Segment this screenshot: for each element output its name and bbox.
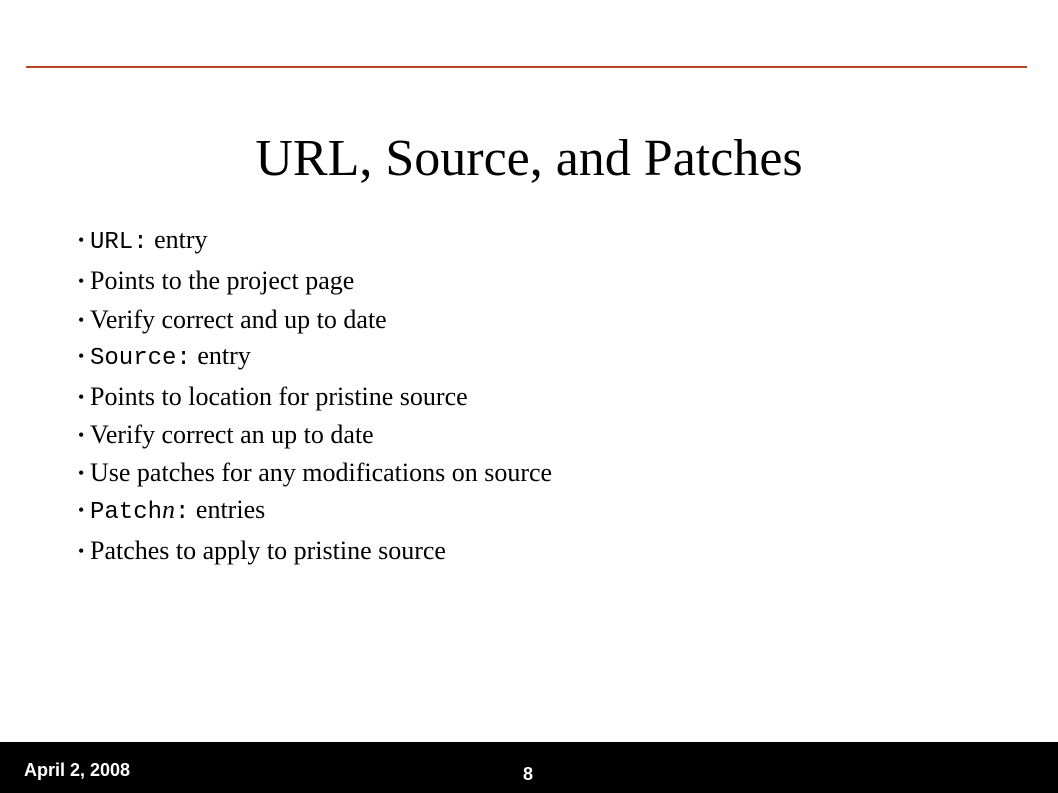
- bullet-text: entry: [147, 225, 208, 254]
- bullet-url-entry: [78, 222, 208, 261]
- bullet-icon: •: [78, 387, 85, 407]
- bullet-icon: •: [78, 346, 85, 366]
- footer-date: April 2, 2008: [24, 760, 131, 780]
- bullet-icon: •: [78, 463, 85, 483]
- bullet-code: URL:: [90, 229, 148, 256]
- bullet-source-entry: [78, 338, 251, 377]
- page-number: 8: [523, 764, 534, 784]
- top-rule: [26, 66, 1027, 68]
- bullet-code: Source:: [90, 345, 191, 372]
- bullet-icon: •: [78, 271, 85, 291]
- bullet-text: Patches to apply to pristine source: [90, 536, 446, 565]
- bullet-text: entry: [190, 341, 251, 370]
- bullet-points-to-project: [78, 263, 354, 299]
- bullet-icon: •: [78, 541, 85, 561]
- bullet-text: Verify correct an up to date: [90, 420, 374, 449]
- bullet-icon: •: [78, 230, 85, 250]
- bullet-icon: •: [78, 500, 85, 520]
- bullet-patch-entries: [78, 492, 265, 531]
- footer-bar: [0, 742, 1058, 793]
- bullet-points-to-source: [78, 379, 468, 415]
- bullet-text: Verify correct and up to date: [90, 305, 387, 334]
- bullet-verify-correct: [78, 417, 374, 453]
- bullet-text: Points to the project page: [90, 266, 355, 295]
- bullet-text: Use patches for any modifications on source: [90, 458, 553, 487]
- bullet-code-suffix: :: [175, 499, 190, 526]
- slide-title: URL, Source, and Patches: [255, 130, 803, 187]
- bullet-icon: •: [78, 310, 85, 330]
- bullet-text: Points to location for pristine source: [90, 382, 468, 411]
- bullet-icon: •: [78, 425, 85, 445]
- bullet-text: entries: [189, 495, 266, 524]
- bullet-code: Patch: [90, 499, 163, 526]
- bullet-code-italic: n: [162, 495, 176, 524]
- bullet-use-patches: [78, 455, 552, 491]
- bullet-patches-to-apply: [78, 533, 446, 569]
- bullet-verify-up-to-date: [78, 302, 387, 338]
